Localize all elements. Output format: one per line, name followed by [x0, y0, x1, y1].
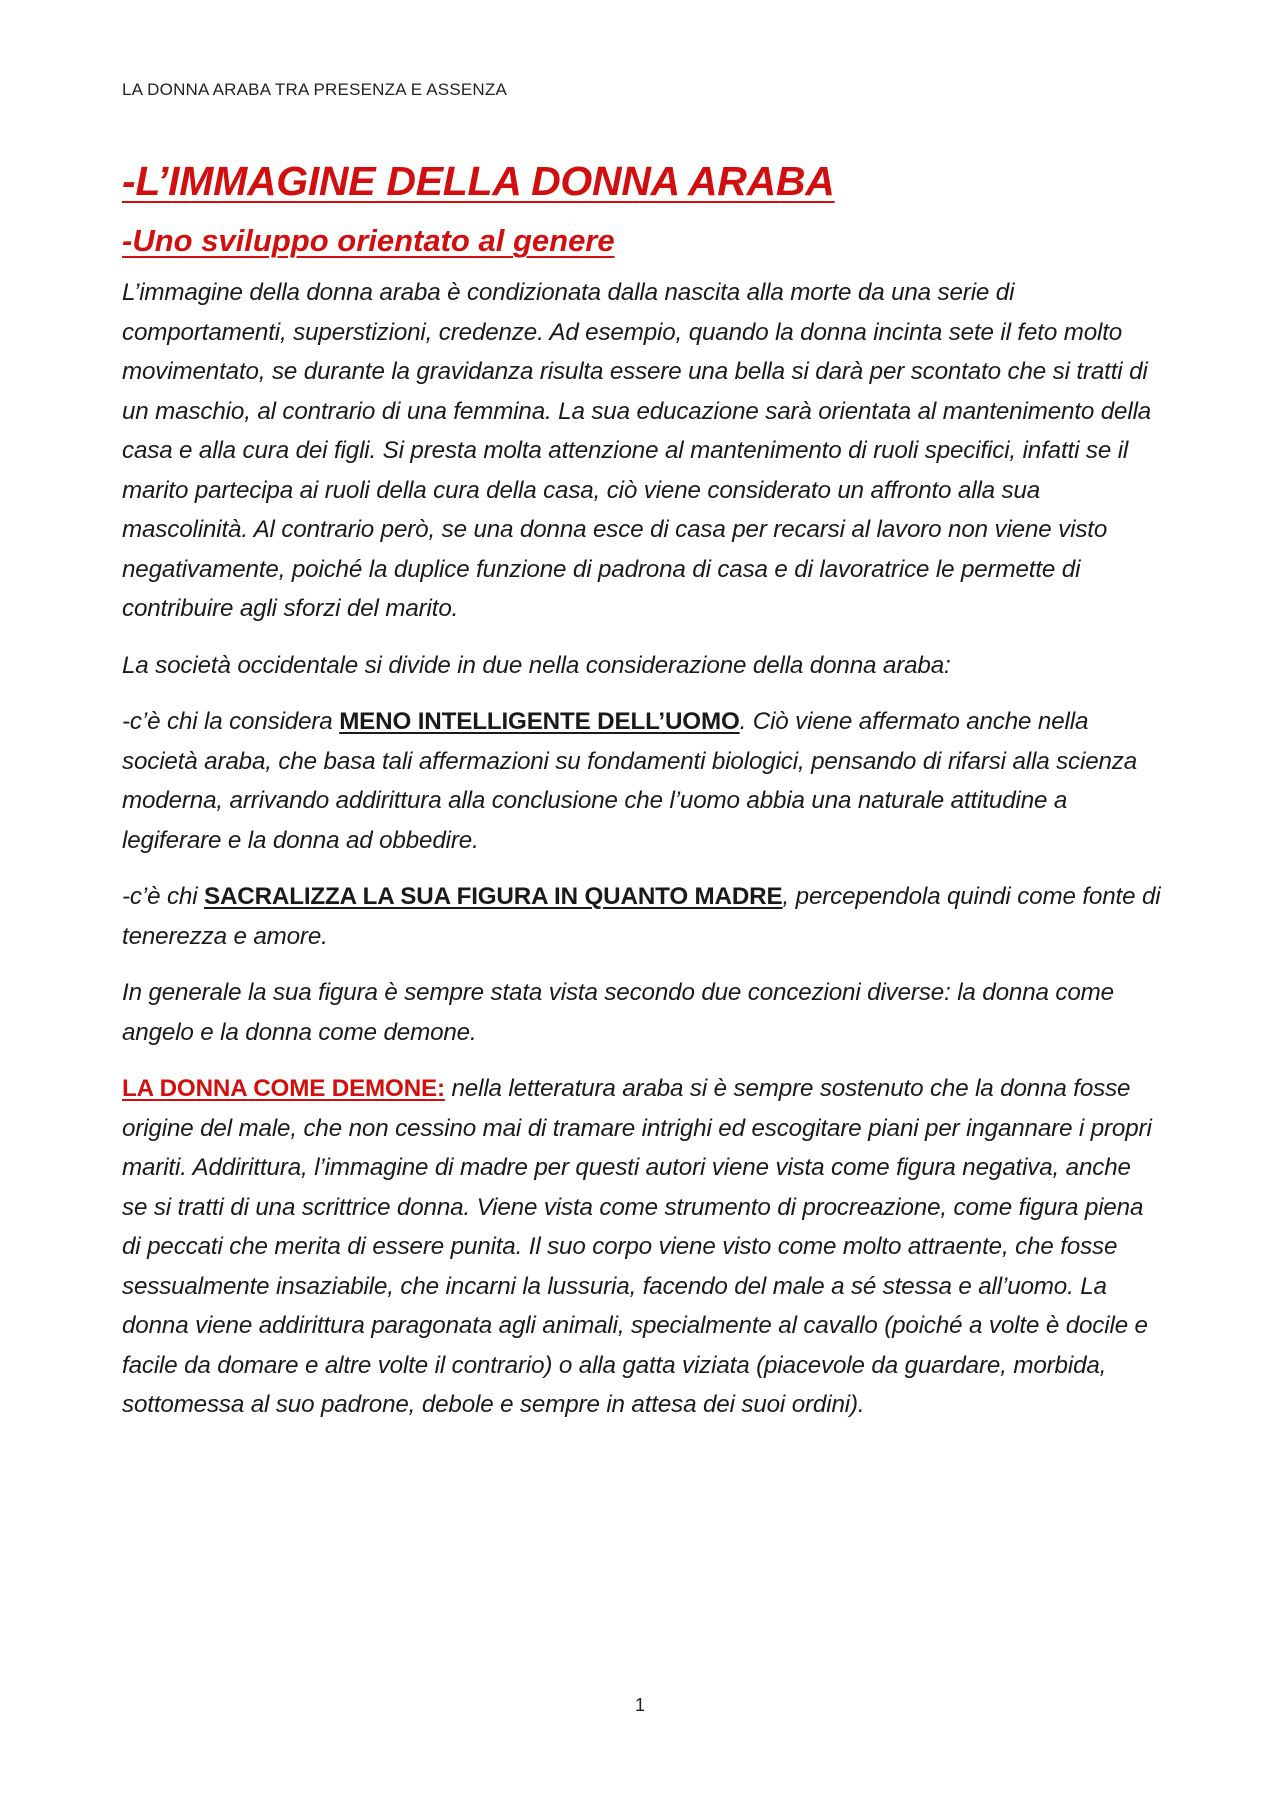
document-body: [122, 158, 1162, 1442]
paragraph-text: nella letteratura araba si è sempre sostenuto che la donna fosse origine del male, che non cessino mai di tramare intrighi ed escogitare piani per ingannare i propri mariti. Addirittura, l’immagine di madre per questi autori viene vista come figura negativa, anche se si tratti di una scrittrice donna. Viene vista come strumento di procreazione, come figura piena di peccati che merita di essere punita. Il suo corpo viene visto come molto attraente, che fosse sessualmente insaziabile, che incarni la lussuria, facendo del male a sé stessa e all’uomo. La donna viene addirittura paragonata agli animali, specialmente al cavallo (poiché a volte è docile e facile da domare e altre volte il contrario) o alla gatta viziata (piacevole da guardare, morbida, sottomessa al suo padrone, debole e sempre in attesa dei suoi ordini).: [122, 1075, 1152, 1418]
paragraph-two-conceptions: In generale la sua figura è sempre stata vista secondo due concezioni diverse: la donna come angelo e la donna come demone.: [122, 979, 1114, 1046]
paragraph-society: La società occidentale si divide in due nella considerazione della donna araba:: [122, 651, 951, 679]
emphasis-sacralize: SACRALIZZA LA SUA FIGURA IN QUANTO MADRE: [203, 883, 783, 910]
paragraph-text: . Ciò viene affermato anche nella società araba, che basa tali affermazioni su fondamenti biologici, pensando di rifarsi alla scienza moderna, arrivando addirittura alla conclusione che l’uomo abbia una naturale attitudine a legiferare e la donna ad obbedire.: [122, 708, 1138, 854]
paragraph-text: -c’è chi la considera: [122, 708, 340, 735]
paragraph-sacralize: [122, 877, 1162, 956]
paragraph-demon: [122, 1069, 1162, 1425]
paragraph-text: , percependola quindi come fonte di tenerezza e amore.: [122, 883, 1161, 950]
emphasis-less-intelligent: MENO INTELLIGENTE DELL’UOMO: [339, 708, 740, 735]
running-header: LA DONNA ARABA TRA PRESENZA E ASSENZA: [122, 80, 508, 99]
paragraph-intro: L’immagine della donna araba è condizionata dalla nascita alla morte da una serie di comportamenti, superstizioni, credenze. Ad esempio, quando la donna incinta sete il feto molto movimentato, se durante la gravidanza risulta essere una bella si darà per scontato che si tratti di un maschio, al contrario di una femmina. La sua educazione sarà orientata al mantenimento della casa e alla cura dei figli. Si presta molta attenzione al mantenimento di ruoli specifici, infatti se il marito partecipa ai ruoli della cura della casa, ciò viene considerato un affronto alla sua mascolinità. Al contrario però, se una donna esce di casa per recarsi al lavoro non viene visto negativamente, poiché la duplice funzione di padrona di casa e di lavoratrice le permette di contribuire agli sforzi del marito.: [122, 279, 1152, 622]
section-subtitle: -Uno sviluppo orientato al genere: [122, 223, 615, 258]
paragraph-less-intelligent: [122, 702, 1162, 860]
page-title: -L’IMMAGINE DELLA DONNA ARABA: [122, 158, 835, 204]
paragraph-text: -c’è chi: [122, 883, 204, 910]
emphasis-demon-heading: LA DONNA COME DEMONE:: [122, 1075, 445, 1102]
page-number: 1: [634, 1695, 645, 1715]
